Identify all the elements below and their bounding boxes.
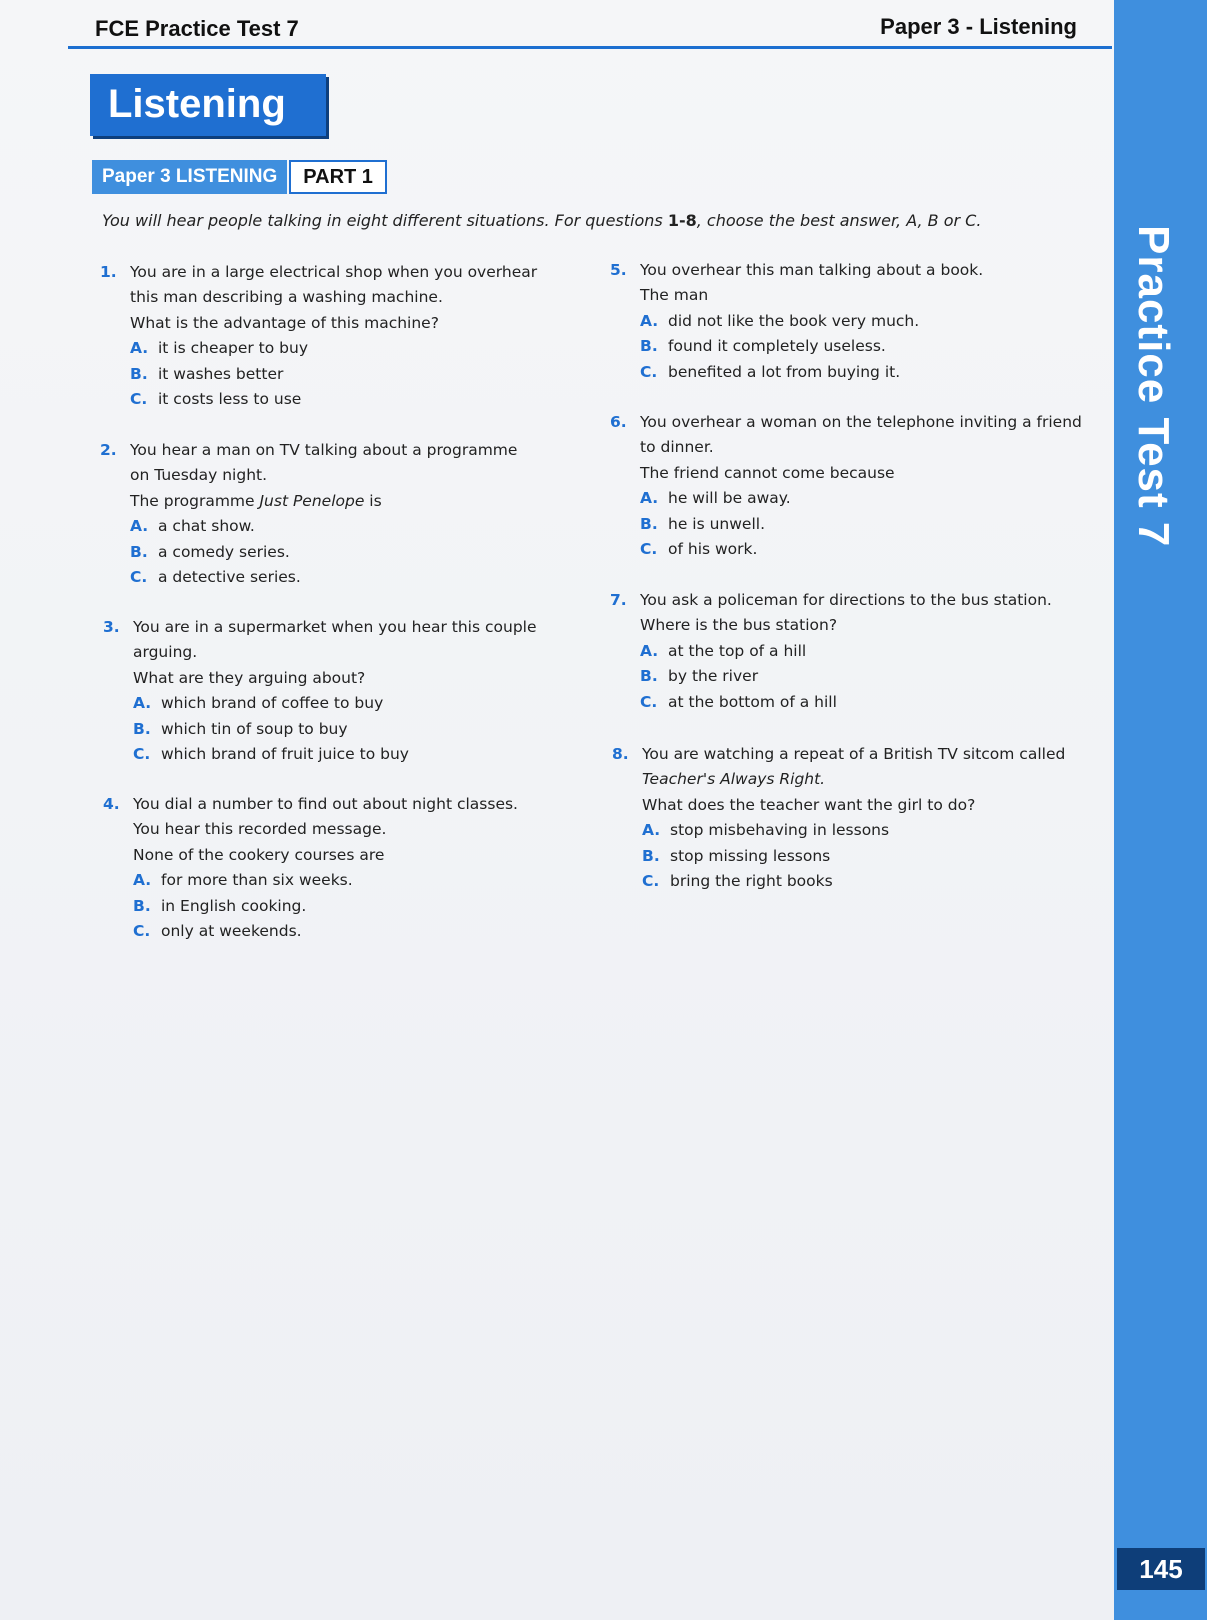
stem-text: is (364, 491, 382, 510)
option-a (130, 336, 537, 361)
option-letter: A. (130, 339, 149, 358)
question-line: What are they arguing about? (133, 668, 366, 687)
option-text: by the river (668, 667, 759, 686)
instructions-text-1: You will hear people talking in eight different situations. For questions (102, 211, 668, 230)
sitcom-title: Teacher's Always Right. (642, 770, 826, 789)
question-line: Where is the bus station? (640, 616, 838, 635)
option-b (640, 664, 1052, 689)
stem-text: The programme (130, 491, 260, 510)
option-text: benefited a lot from buying it. (668, 362, 901, 381)
question-line: What is the advantage of this machine? (130, 313, 439, 332)
question-line: None of the cookery courses are (133, 845, 385, 864)
question-2 (100, 438, 518, 590)
question-number: 8. (612, 745, 629, 763)
question-line: You overhear this man talking about a book. (640, 261, 984, 279)
option-letter: C. (642, 872, 660, 891)
option-text: a comedy series. (158, 542, 290, 561)
option-text: in English cooking. (161, 896, 307, 915)
option-letter: B. (642, 846, 660, 865)
option-b (640, 512, 1082, 537)
option-a (133, 691, 537, 716)
question-number: 5. (610, 261, 627, 279)
instructions-text-3: or (938, 211, 966, 230)
option-text: stop misbehaving in lessons (670, 821, 890, 840)
option-letter: A. (133, 871, 152, 890)
header-test-title: FCE Practice Test 7 (95, 16, 299, 41)
option-a (640, 639, 1052, 664)
option-letter: B. (133, 719, 151, 738)
section-title: Listening (90, 74, 326, 136)
option-text: it costs less to use (158, 390, 302, 409)
instructions-text-2: , choose the best answer, (696, 211, 907, 230)
question-line: this man describing a washing machine. (130, 288, 443, 307)
question-line: You are in a large electrical shop when you overhear (130, 263, 538, 281)
option-text: bring the right books (670, 872, 833, 891)
instructions-letter-c: C (965, 211, 977, 230)
option-text: did not like the book very much. (668, 311, 920, 330)
question-number: 3. (103, 618, 120, 636)
question-line: You hear a man on TV talking about a programme (130, 441, 518, 459)
option-text: found it completely useless. (668, 337, 886, 356)
question-5 (610, 258, 984, 385)
option-text: it is cheaper to buy (158, 339, 308, 358)
question-1 (100, 260, 538, 412)
option-text: a chat show. (158, 517, 255, 536)
option-b (642, 844, 1065, 869)
option-letter: C. (640, 692, 658, 711)
option-text: a detective series. (158, 568, 301, 587)
paper-label: Paper 3 LISTENING (92, 160, 287, 194)
question-number: 6. (610, 413, 627, 431)
option-text: he is unwell. (668, 514, 765, 533)
option-c (133, 742, 537, 767)
option-text: which brand of fruit juice to buy (161, 745, 409, 764)
option-text: which tin of soup to buy (161, 719, 348, 738)
question-8 (612, 742, 1066, 894)
programme-title: Just Penelope (259, 491, 365, 510)
option-text: he will be away. (668, 489, 791, 508)
question-number: 7. (610, 591, 627, 609)
option-letter: B. (640, 514, 658, 533)
option-letter: C. (133, 922, 151, 941)
question-line: You hear this recorded message. (133, 820, 387, 839)
option-c (640, 690, 1052, 715)
option-b (133, 894, 518, 919)
question-number: 4. (103, 795, 120, 813)
option-a (642, 818, 1065, 843)
option-b (130, 540, 517, 565)
question-line: You are in a supermarket when you hear this couple (133, 618, 537, 636)
option-letter: C. (130, 568, 148, 587)
option-b (640, 334, 983, 359)
option-text: stop missing lessons (670, 846, 831, 865)
option-letter: A. (640, 311, 659, 330)
question-3 (103, 615, 537, 767)
part-bar (92, 160, 387, 194)
question-4 (103, 792, 518, 944)
question-line: You are watching a repeat of a British TV sitcom called (642, 745, 1066, 763)
option-text: only at weekends. (161, 922, 302, 941)
instructions-letters: A, B (906, 211, 939, 230)
question-line: The friend cannot come because (640, 463, 895, 482)
option-letter: A. (640, 641, 659, 660)
option-letter: B. (640, 667, 658, 686)
option-text: which brand of coffee to buy (161, 694, 384, 713)
option-letter: B. (133, 896, 151, 915)
option-letter: C. (133, 745, 151, 764)
question-line: You overhear a woman on the telephone inviting a friend (640, 413, 1082, 431)
option-letter: C. (130, 390, 148, 409)
option-letter: A. (130, 517, 149, 536)
question-number: 1. (100, 263, 117, 281)
option-a (133, 868, 518, 893)
instructions-text-4: . (976, 211, 982, 230)
option-c (130, 565, 517, 590)
option-c (640, 360, 983, 385)
option-b (130, 362, 537, 387)
option-text: at the bottom of a hill (668, 692, 837, 711)
option-text: for more than six weeks. (161, 871, 353, 890)
option-b (133, 717, 537, 742)
side-band-title: Practice Test 7 (1129, 225, 1178, 548)
part-label: PART 1 (289, 160, 387, 194)
option-text: it washes better (158, 364, 284, 383)
option-letter: A. (133, 694, 152, 713)
option-c (640, 537, 1082, 562)
question-number: 2. (100, 441, 117, 459)
question-line: The man (640, 286, 709, 305)
question-6 (610, 410, 1082, 562)
option-c (642, 869, 1065, 894)
option-letter: B. (640, 337, 658, 356)
option-text: at the top of a hill (668, 641, 807, 660)
question-line: You ask a policeman for directions to the bus station. (640, 591, 1052, 609)
question-line: on Tuesday night. (130, 466, 268, 485)
page-number: 145 (1117, 1548, 1205, 1590)
option-a (640, 486, 1082, 511)
instructions-range: 1-8 (667, 211, 697, 230)
header-paper-title: Paper 3 - Listening (880, 14, 1077, 39)
option-letter: C. (640, 362, 658, 381)
header-rule (68, 46, 1112, 49)
question-line: arguing. (133, 643, 198, 662)
option-letter: B. (130, 364, 148, 383)
question-line: What does the teacher want the girl to do? (642, 795, 976, 814)
option-letter: B. (130, 542, 148, 561)
option-a (640, 309, 983, 334)
question-7 (610, 588, 1052, 715)
question-stem (130, 489, 517, 514)
option-text: of his work. (668, 540, 758, 559)
instructions (102, 211, 981, 230)
option-letter: C. (640, 540, 658, 559)
option-a (130, 514, 517, 539)
question-line: You dial a number to find out about night classes. (133, 795, 518, 813)
option-letter: A. (640, 489, 659, 508)
option-c (133, 919, 518, 944)
option-c (130, 387, 537, 412)
option-letter: A. (642, 821, 661, 840)
question-line: to dinner. (640, 438, 714, 457)
